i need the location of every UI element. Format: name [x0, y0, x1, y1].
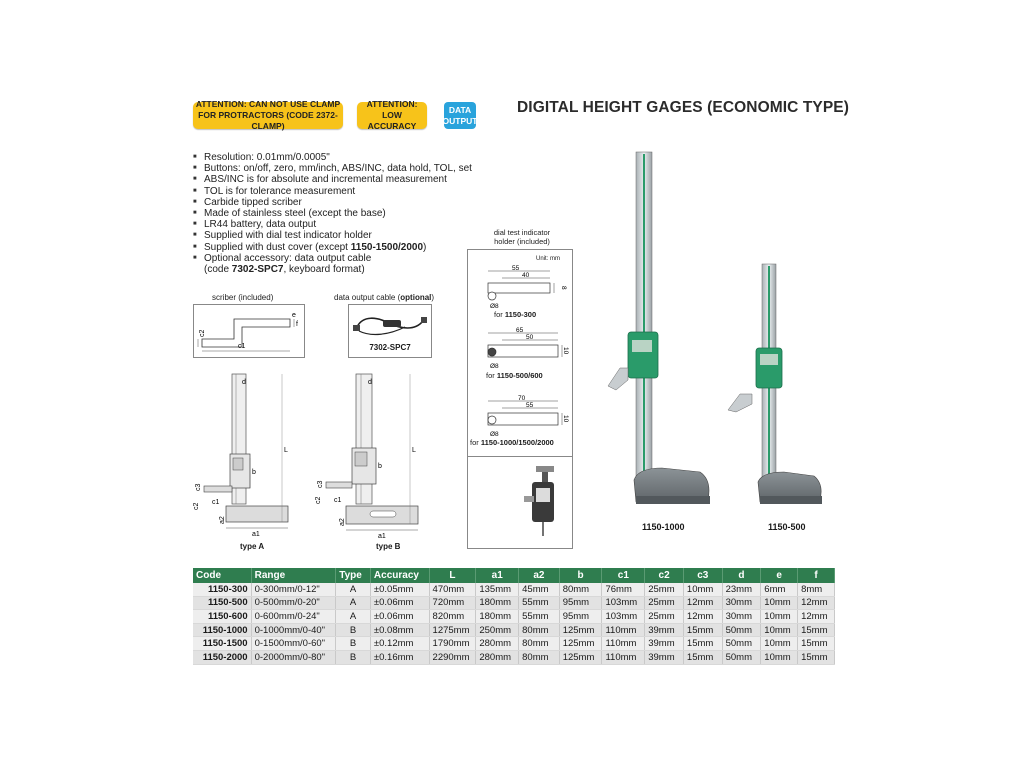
type-a-diagram: [190, 370, 295, 542]
feature-item: [193, 242, 473, 253]
table-cell: 280mm: [476, 637, 519, 651]
table-cell: 76mm: [602, 583, 645, 596]
table-cell: 12mm: [683, 610, 722, 624]
cable-caption-bold: optional: [400, 293, 432, 302]
holder-dim: 65: [516, 327, 524, 334]
feature-item: ■ Made of stainless steel (except the base): [193, 208, 473, 219]
data-output-badge: DATA OUTPUT: [444, 102, 476, 129]
holder-variant-code: 1150-300: [504, 310, 537, 319]
cable-caption-text: ): [431, 293, 435, 302]
table-row: [193, 623, 835, 637]
product-1150-500-label: 1150-500: [768, 522, 806, 532]
table-row: [193, 610, 835, 624]
holder-variant-code: 1150-500/600: [496, 371, 543, 380]
table-cell: 55mm: [519, 610, 560, 624]
table-cell: 12mm: [683, 596, 722, 610]
type-b-label-c2: c2: [315, 496, 322, 504]
table-cell: 39mm: [645, 623, 684, 637]
holder-variant-3-label: [470, 438, 554, 447]
feature-text: (code: [204, 264, 232, 276]
type-a-label-c3: c3: [195, 483, 202, 491]
accuracy-warning-badge: ATTENTION: LOW ACCURACY: [357, 102, 427, 129]
table-cell: 15mm: [683, 637, 722, 651]
table-cell: 55mm: [519, 596, 560, 610]
table-cell: 39mm: [645, 650, 684, 664]
table-cell: 25mm: [645, 596, 684, 610]
type-a-label-c1: c1: [212, 499, 220, 506]
holder-variant-1-drawing: [482, 266, 568, 310]
table-cell: 10mm: [683, 583, 722, 596]
col-header: f: [798, 568, 835, 583]
table-cell: ±0.16mm: [370, 650, 429, 664]
table-cell: 0-500mm/0-20": [251, 596, 336, 610]
table-cell: 15mm: [683, 623, 722, 637]
page-title: DIGITAL HEIGHT GAGES (ECONOMIC TYPE): [517, 99, 849, 116]
table-cell: 103mm: [602, 610, 645, 624]
table-cell: 1150-600: [193, 610, 251, 624]
type-a-label-b: b: [252, 469, 256, 476]
col-header: L: [429, 568, 476, 583]
holder-variant-3-drawing: [482, 394, 568, 438]
table-cell: 10mm: [761, 610, 798, 624]
table-cell: ±0.05mm: [370, 583, 429, 596]
col-header: c1: [602, 568, 645, 583]
holder-box: [467, 249, 573, 549]
col-header: Code: [193, 568, 251, 583]
cable-drawing-box: [348, 304, 432, 358]
table-cell: 1150-300: [193, 583, 251, 596]
scriber-drawing-box: [193, 304, 305, 358]
cable-code: 7302-SPC7: [369, 343, 411, 352]
feature-item: ■ Buttons: on/off, zero, mm/inch, ABS/INC, data hold, TOL, set: [193, 163, 473, 174]
table-cell: 720mm: [429, 596, 476, 610]
col-header: c3: [683, 568, 722, 583]
table-cell: 25mm: [645, 583, 684, 596]
feature-item: ■ TOL is for tolerance measurement: [193, 186, 473, 197]
table-cell: 180mm: [476, 610, 519, 624]
scriber-label-c1: c1: [238, 343, 246, 350]
col-header: Accuracy: [370, 568, 429, 583]
table-cell: 80mm: [519, 650, 560, 664]
col-header: Type: [336, 568, 371, 583]
scriber-label-f: f: [296, 321, 298, 328]
table-cell: 1150-500: [193, 596, 251, 610]
table-cell: B: [336, 637, 371, 651]
table-cell: 2290mm: [429, 650, 476, 664]
holder-unit: Unit: mm: [536, 256, 560, 262]
table-cell: 39mm: [645, 637, 684, 651]
table-row: [193, 596, 835, 610]
col-header: d: [722, 568, 761, 583]
table-cell: 0-1000mm/0-40": [251, 623, 336, 637]
cable-caption: [334, 293, 434, 302]
table-cell: 1150-1000: [193, 623, 251, 637]
holder-for-text: for: [494, 310, 505, 319]
scriber-label-c2: c2: [199, 329, 206, 337]
type-b-label-a1: a1: [378, 533, 386, 540]
feature-text: Supplied with dust cover (except: [204, 241, 351, 253]
product-1150-500-image: [722, 260, 828, 518]
scriber-caption: scriber (included): [212, 293, 274, 302]
table-cell: B: [336, 650, 371, 664]
type-a-label-a1: a1: [252, 531, 260, 538]
col-header: c2: [645, 568, 684, 583]
clamp-warning-badge: ATTENTION: CAN NOT USE CLAMP FOR PROTRACTORS (CODE 2372-CLAMP): [193, 102, 343, 129]
table-cell: 6mm: [761, 583, 798, 596]
table-cell: 45mm: [519, 583, 560, 596]
table-cell: A: [336, 596, 371, 610]
type-b-caption: type B: [376, 542, 401, 551]
col-header: b: [559, 568, 602, 583]
holder-dim: 10: [562, 347, 569, 355]
table-cell: 30mm: [722, 610, 761, 624]
feature-item: ■ ABS/INC is for absolute and incremental measurement: [193, 174, 473, 185]
table-cell: ±0.06mm: [370, 596, 429, 610]
table-cell: 280mm: [476, 650, 519, 664]
table-cell: 1275mm: [429, 623, 476, 637]
scriber-label-e: e: [292, 312, 296, 319]
type-a-label-a2: a2: [219, 516, 226, 524]
table-cell: 1790mm: [429, 637, 476, 651]
table-cell: 15mm: [798, 650, 835, 664]
table-cell: 80mm: [519, 637, 560, 651]
holder-for-text: for: [486, 371, 497, 380]
col-header: Range: [251, 568, 336, 583]
table-cell: 0-300mm/0-12": [251, 583, 336, 596]
scriber-drawing: [194, 305, 304, 357]
table-cell: 250mm: [476, 623, 519, 637]
feature-item: [193, 253, 473, 275]
table-cell: 1150-1500: [193, 637, 251, 651]
table-cell: 15mm: [798, 623, 835, 637]
holder-caption: dial test indicator holder (included): [493, 228, 551, 246]
holder-dim: 50: [526, 334, 534, 341]
table-cell: 50mm: [722, 623, 761, 637]
feature-list: [193, 152, 473, 275]
table-cell: 50mm: [722, 650, 761, 664]
table-cell: 110mm: [602, 637, 645, 651]
type-a-caption: type A: [240, 542, 265, 551]
table-cell: 8mm: [798, 583, 835, 596]
holder-variant-2-label: [486, 371, 543, 380]
holder-dim: 70: [518, 395, 526, 402]
table-cell: 80mm: [559, 583, 602, 596]
feature-text: , keyboard format): [283, 264, 365, 276]
feature-item: ■ Resolution: 0.01mm/0.0005": [193, 152, 473, 163]
type-b-diagram: [312, 370, 424, 542]
holder-dim: 8: [560, 286, 567, 290]
table-cell: 50mm: [722, 637, 761, 651]
table-cell: ±0.08mm: [370, 623, 429, 637]
type-b-label-c3: c3: [317, 480, 324, 488]
table-cell: 470mm: [429, 583, 476, 596]
table-cell: 10mm: [761, 623, 798, 637]
table-cell: ±0.12mm: [370, 637, 429, 651]
holder-variant-2-drawing: [482, 326, 568, 370]
spec-table: [193, 568, 835, 665]
type-b-label-c1: c1: [334, 497, 342, 504]
table-cell: 15mm: [798, 637, 835, 651]
holder-dim: 55: [526, 402, 534, 409]
table-cell: 0-1500mm/0-60": [251, 637, 336, 651]
table-cell: 125mm: [559, 623, 602, 637]
table-cell: 180mm: [476, 596, 519, 610]
table-cell: 12mm: [798, 610, 835, 624]
product-1150-1000-label: 1150-1000: [642, 522, 685, 532]
type-b-label-a2: a2: [339, 518, 346, 526]
col-header: e: [761, 568, 798, 583]
table-cell: 103mm: [602, 596, 645, 610]
table-cell: 1150-2000: [193, 650, 251, 664]
table-cell: A: [336, 610, 371, 624]
holder-dia: Ø8: [490, 303, 499, 310]
holder-dia: Ø8: [490, 363, 499, 370]
type-a-label-c2: c2: [193, 502, 200, 510]
type-b-label-b: b: [378, 463, 382, 470]
table-row: [193, 650, 835, 664]
table-cell: 110mm: [602, 650, 645, 664]
table-cell: 25mm: [645, 610, 684, 624]
table-cell: 80mm: [519, 623, 560, 637]
feature-bold-code: 1150-1500/2000: [350, 241, 424, 253]
table-cell: A: [336, 583, 371, 596]
table-cell: 820mm: [429, 610, 476, 624]
table-cell: 15mm: [683, 650, 722, 664]
table-row: [193, 637, 835, 651]
table-cell: 0-2000mm/0-80": [251, 650, 336, 664]
holder-variant-1-label: [494, 310, 536, 319]
spec-table-header: [193, 568, 835, 583]
table-cell: 110mm: [602, 623, 645, 637]
table-row: [193, 583, 835, 596]
table-cell: 125mm: [559, 637, 602, 651]
table-cell: 10mm: [761, 650, 798, 664]
dial-indicator-icon: [522, 466, 570, 542]
holder-dim: 10: [562, 415, 569, 423]
type-b-label-d: d: [368, 379, 372, 386]
col-header: a2: [519, 568, 560, 583]
feature-text: ■ Optional accessory: data output cable: [204, 252, 372, 264]
holder-dim: 55: [512, 265, 520, 272]
table-cell: 10mm: [761, 637, 798, 651]
table-cell: 95mm: [559, 596, 602, 610]
table-cell: B: [336, 623, 371, 637]
holder-dim: 40: [522, 272, 530, 279]
table-cell: 23mm: [722, 583, 761, 596]
table-cell: 95mm: [559, 610, 602, 624]
holder-divider: [468, 456, 572, 457]
type-b-label-L: L: [412, 447, 416, 454]
feature-bold-code: 7302-SPC7: [231, 264, 284, 276]
holder-dia: Ø8: [490, 431, 499, 438]
holder-variant-code: 1150-1000/1500/2000: [480, 438, 554, 447]
cable-icon: [349, 305, 431, 345]
feature-item: ■ LR44 battery, data output: [193, 219, 473, 230]
product-1150-1000-image: [604, 150, 716, 518]
feature-item: ■ Supplied with dial test indicator holder: [193, 230, 473, 241]
table-cell: 12mm: [798, 596, 835, 610]
feature-item: ■ Carbide tipped scriber: [193, 197, 473, 208]
type-a-label-d: d: [242, 379, 246, 386]
table-cell: 10mm: [761, 596, 798, 610]
type-a-label-L: L: [284, 447, 288, 454]
table-cell: 30mm: [722, 596, 761, 610]
cable-caption-text: data output cable (: [334, 293, 401, 302]
table-cell: 125mm: [559, 650, 602, 664]
table-cell: 0-600mm/0-24": [251, 610, 336, 624]
feature-text: ): [423, 241, 427, 253]
table-cell: ±0.06mm: [370, 610, 429, 624]
table-cell: 135mm: [476, 583, 519, 596]
col-header: a1: [476, 568, 519, 583]
holder-for-text: for: [470, 438, 481, 447]
